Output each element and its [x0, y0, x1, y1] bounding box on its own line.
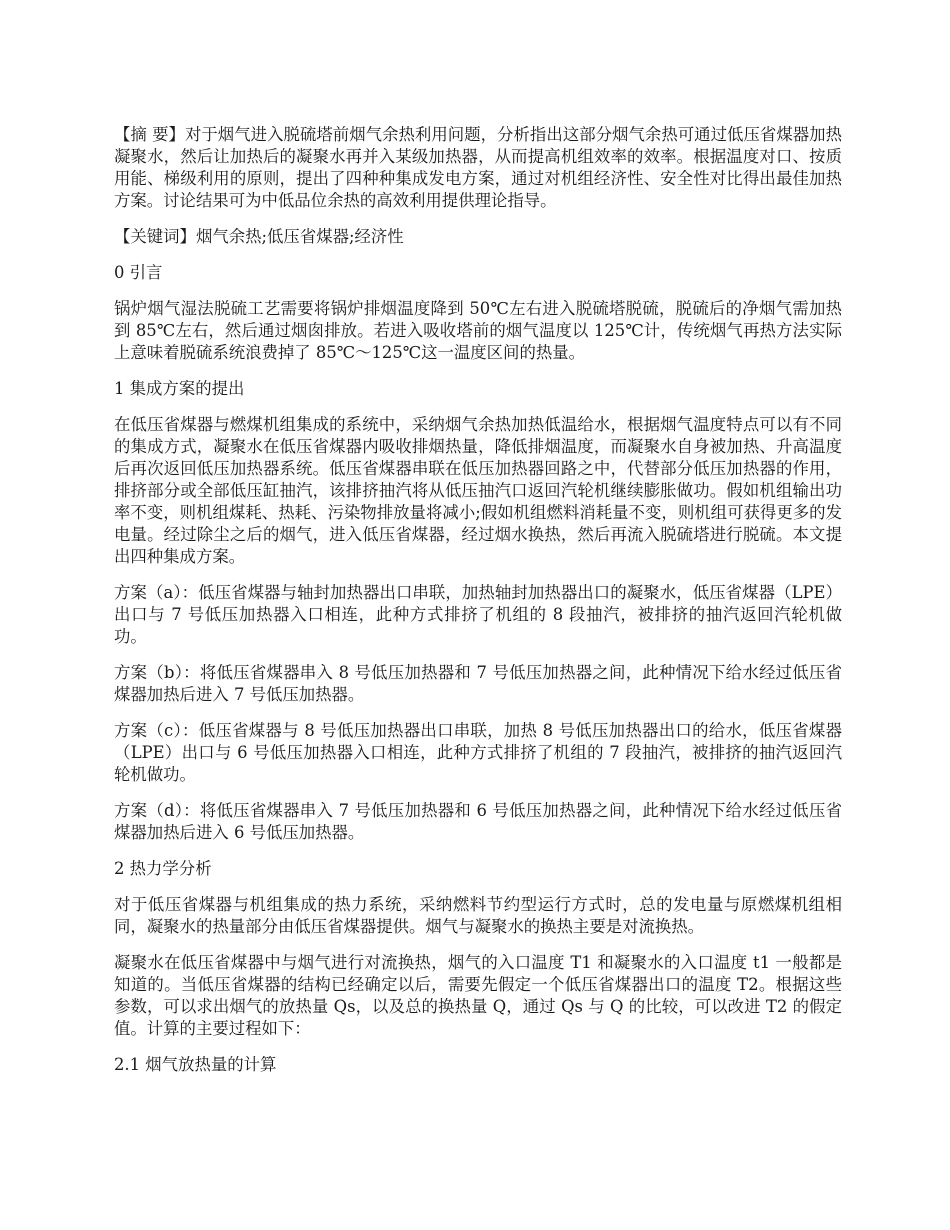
paragraph-1-1: 在低压省煤器与燃煤机组集成的系统中，采纳烟气余热加热低温给水，根据烟气温度特点可以有不同的集成方式，凝聚水在低压省煤器内吸收排烟热量，降低排烟温度，而凝聚水自身被加热、升高温度后再次返回低压加热器系统。低压省煤器串联在低压加热器回路之中，代替部分低压加热器的作用，排挤部分或全部低压缸抽汽，该排挤抽汽将从低压抽汽口返回汽轮机继续膨胀做功。假如机组输出功率不变，则机组煤耗、热耗、污染物排放量将减小;假如机组燃料消耗量不变，则机组可获得更多的发电量。经过除尘之后的烟气，进入低压省煤器，经过烟水换热，然后再流入脱硫塔进行脱硫。本文提出四种集成方案。 [114, 415, 842, 566]
keywords: 【关键词】烟气余热;低压省煤器;经济性 [114, 227, 404, 246]
paragraph-2-1: 对于低压省煤器与机组集成的热力系统，采纳燃料节约型运行方式时，总的发电量与原燃煤机组相同，凝聚水的热量部分由低压省煤器提供。烟气与凝聚水的换热主要是对流换热。 [114, 895, 842, 936]
document-body [114, 124, 842, 1090]
section-heading-1: 1 集成方案的提出 [114, 379, 245, 398]
paragraph-scheme-a: 方案（a）：低压省煤器与轴封加热器出口串联，加热轴封加热器出口的凝聚水，低压省煤器（LPE）出口与 7 号低压加热器入口相连，此种方式排挤了机组的 8 段抽汽，被排挤的抽汽返回汽轮机做功。 [114, 583, 842, 646]
section-heading-2: 2 热力学分析 [114, 859, 212, 878]
paragraph-intro: 锅炉烟气湿法脱硫工艺需要将锅炉排烟温度降到 50℃左右进入脱硫塔脱硫，脱硫后的净烟气需加热到 85℃左右，然后通过烟囱排放。若进入吸收塔前的烟气温度以 125℃计，传统烟气再热方法实际上意味着脱硫系统浪费掉了 85℃～125℃这一温度区间的热量。 [114, 299, 842, 362]
section-heading-intro: 0 引言 [114, 263, 163, 282]
paragraph-scheme-d: 方案（d）：将低压省煤器串入 7 号低压加热器和 6 号低压加热器之间，此种情况下给水经过低压省煤器加热后进入 6 号低压加热器。 [114, 801, 842, 842]
paragraph-scheme-b: 方案（b）：将低压省煤器串入 8 号低压加热器和 7 号低压加热器之间，此种情况下给水经过低压省煤器加热后进入 7 号低压加热器。 [114, 663, 842, 704]
paragraph-2-2: 凝聚水在低压省煤器中与烟气进行对流换热，烟气的入口温度 T1 和凝聚水的入口温度 t1 一般都是知道的。当低压省煤器的结构已经确定以后，需要先假定一个低压省煤器出口的温度 T2。根据这些参数，可以求出烟气的放热量 Qs，以及总的换热量 Q，通过 Qs 与 Q 的比较，可以改进 T2 的假定值。计算的主要过程如下： [114, 953, 842, 1038]
section-heading-2-1: 2.1 烟气放热量的计算 [114, 1055, 277, 1074]
paragraph-scheme-c: 方案（c）：低压省煤器与 8 号低压加热器出口串联，加热 8 号低压加热器出口的给水，低压省煤器（LPE）出口与 6 号低压加热器入口相连，此种方式排挤了机组的 7 段抽汽，被排挤的抽汽返回汽轮机做功。 [114, 721, 842, 784]
abstract: 【摘 要】对于烟气进入脱硫塔前烟气余热利用问题，分析指出这部分烟气余热可通过低压省煤器加热凝聚水，然后让加热后的凝聚水再并入某级加热器，从而提高机组效率的效率。根据温度对口、按质用能、梯级利用的原则，提出了四种种集成发电方案，通过对机组经济性、安全性对比得出最佳加热方案。讨论结果可为中低品位余热的高效利用提供理论指导。 [114, 125, 842, 210]
